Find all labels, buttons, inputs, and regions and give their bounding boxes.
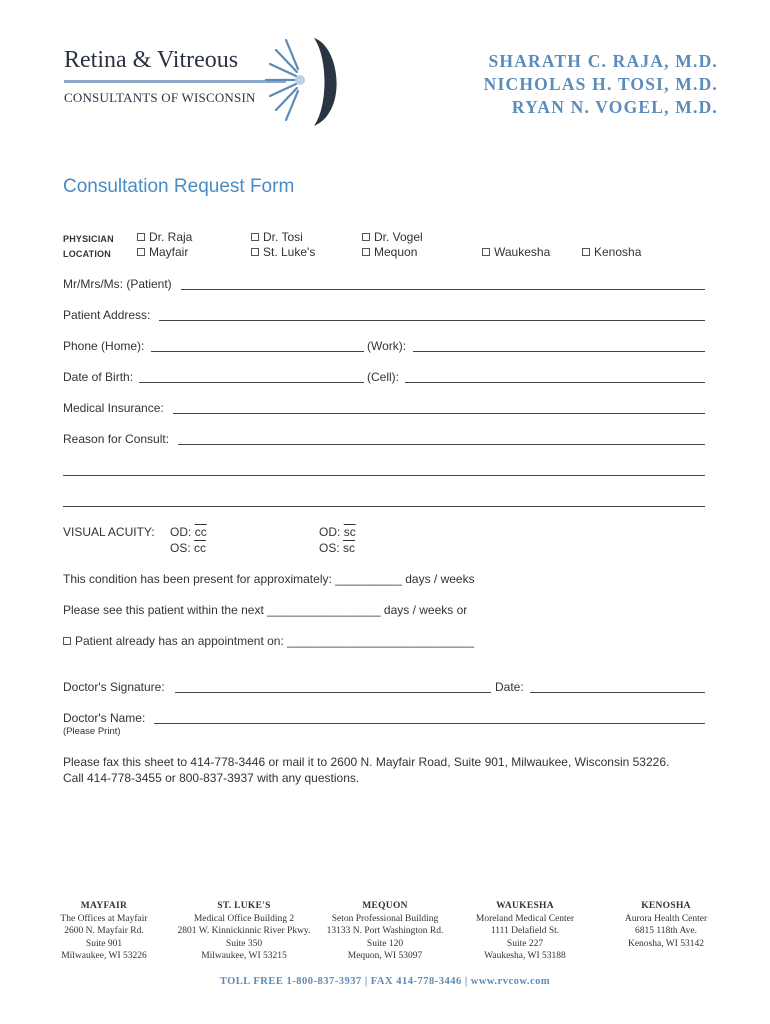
phone-work-field[interactable] xyxy=(413,351,705,352)
logo-subtitle: CONSULTANTS OF WISCONSIN xyxy=(64,90,256,105)
location-option-kenosha[interactable]: Kenosha xyxy=(582,245,641,259)
please-print-note: (Please Print) xyxy=(63,726,121,737)
location-option-mequon[interactable]: Mequon xyxy=(362,245,417,259)
footer-location-mayfair: MAYFAIR The Offices at Mayfair 2600 N. Mayfair Rd. Suite 901 Milwaukee, WI 53226 xyxy=(60,901,148,961)
location-label: LOCATION xyxy=(63,249,111,259)
insurance-label: Medical Insurance: xyxy=(63,401,164,415)
logo-eye-icon xyxy=(262,34,342,128)
checkbox-icon[interactable] xyxy=(482,248,490,256)
phone-home-field[interactable] xyxy=(151,351,364,352)
insurance-field[interactable] xyxy=(173,413,705,414)
phone-cell-field[interactable] xyxy=(405,382,705,383)
patient-address-field[interactable] xyxy=(159,320,705,321)
patient-name-label: Mr/Mrs/Ms: (Patient) xyxy=(63,277,172,291)
fax-instructions-line-1: Please fax this sheet to 414-778-3446 or mail it to 2600 N. Mayfair Road, Suite 901, Milwaukee, Wisconsin 53226. xyxy=(63,755,670,769)
toll-free-footer[interactable]: TOLL FREE 1-800-837-3937 | FAX 414-778-3446 | www.rvcow.com xyxy=(219,976,551,987)
existing-appointment-option[interactable]: Patient already has an appointment on: ____________________________ xyxy=(63,634,474,648)
see-within-text[interactable]: Please see this patient within the next _________________ days / weeks or xyxy=(63,603,468,617)
dob-label: Date of Birth: xyxy=(63,370,134,384)
phone-cell-label: (Cell): xyxy=(367,370,399,384)
checkbox-icon[interactable] xyxy=(362,248,370,256)
doctor-name-field[interactable] xyxy=(154,723,705,724)
patient-address-label: Patient Address: xyxy=(63,308,151,322)
physician-option-vogel[interactable]: Dr. Vogel xyxy=(362,230,423,244)
checkbox-icon[interactable] xyxy=(251,233,259,241)
date-label: Date: xyxy=(495,680,524,694)
checkbox-icon[interactable] xyxy=(137,248,145,256)
reason-field[interactable] xyxy=(178,444,705,445)
physician-option-raja[interactable]: Dr. Raja xyxy=(137,230,192,244)
form-title: Consultation Request Form xyxy=(63,176,295,197)
fax-instructions-line-2: Call 414-778-3455 or 800-837-3937 with any questions. xyxy=(63,771,360,785)
reason-label: Reason for Consult: xyxy=(63,432,170,446)
patient-name-field[interactable] xyxy=(181,289,705,290)
date-field[interactable] xyxy=(530,692,705,693)
doctor-name-tosi: NICHOLAS H. TOSI, M.D. xyxy=(483,74,718,94)
doctor-name-label: Doctor's Name: xyxy=(63,711,146,725)
checkbox-icon[interactable] xyxy=(582,248,590,256)
va-od-cc[interactable]: OD: $\overline{cc}$ xyxy=(170,525,207,539)
reason-field-line-3[interactable] xyxy=(63,506,705,507)
va-os-cc[interactable]: OS: $\overline{cc}$ xyxy=(170,541,207,555)
location-option-waukesha[interactable]: Waukesha xyxy=(482,245,550,259)
checkbox-icon[interactable] xyxy=(251,248,259,256)
condition-duration-text[interactable]: This condition has been present for approximately: __________ days / weeks xyxy=(63,572,475,586)
dob-field[interactable] xyxy=(139,382,364,383)
phone-home-label: Phone (Home): xyxy=(63,339,145,353)
footer-location-st-lukes: ST. LUKE'S Medical Office Building 2 2801 W. Kinnickinnic River Pkwy. Suite 350 Milwaukee, WI 53215 xyxy=(177,901,311,961)
phone-work-label: (Work): xyxy=(367,339,407,353)
footer-location-waukesha: WAUKESHA Moreland Medical Center 1111 Delafield St. Suite 227 Waukesha, WI 53188 xyxy=(475,901,575,961)
va-os-sc[interactable]: OS: $\overline{sc}$ xyxy=(319,541,356,555)
checkbox-icon[interactable] xyxy=(63,637,71,645)
footer-location-mequon: MEQUON Seton Professional Building 13133 N. Port Washington Rd. Suite 120 Mequon, WI 53097 xyxy=(326,901,444,961)
checkbox-icon[interactable] xyxy=(362,233,370,241)
location-option-mayfair[interactable]: Mayfair xyxy=(137,245,188,259)
visual-acuity-label: VISUAL ACUITY: xyxy=(63,525,155,539)
location-option-st-lukes[interactable]: St. Luke's xyxy=(251,245,315,259)
footer-location-kenosha: KENOSHA Aurora Health Center 6815 118th Ave. Kenosha, WI 53142 xyxy=(624,901,708,949)
doctor-name-raja: SHARATH C. RAJA, M.D. xyxy=(488,51,718,71)
checkbox-icon[interactable] xyxy=(137,233,145,241)
doctor-name-vogel: RYAN N. VOGEL, M.D. xyxy=(511,97,718,117)
va-od-sc[interactable]: OD: $\overline{sc}$ xyxy=(319,525,356,539)
logo-rule xyxy=(64,80,286,83)
doctor-signature-field[interactable] xyxy=(175,692,491,693)
reason-field-line-2[interactable] xyxy=(63,475,705,476)
physician-label: PHYSICIAN xyxy=(63,234,114,244)
physician-option-tosi[interactable]: Dr. Tosi xyxy=(251,230,303,244)
doctor-list xyxy=(484,50,718,119)
doctor-signature-label: Doctor's Signature: xyxy=(63,680,165,694)
logo-title: Retina & Vitreous xyxy=(64,47,239,73)
